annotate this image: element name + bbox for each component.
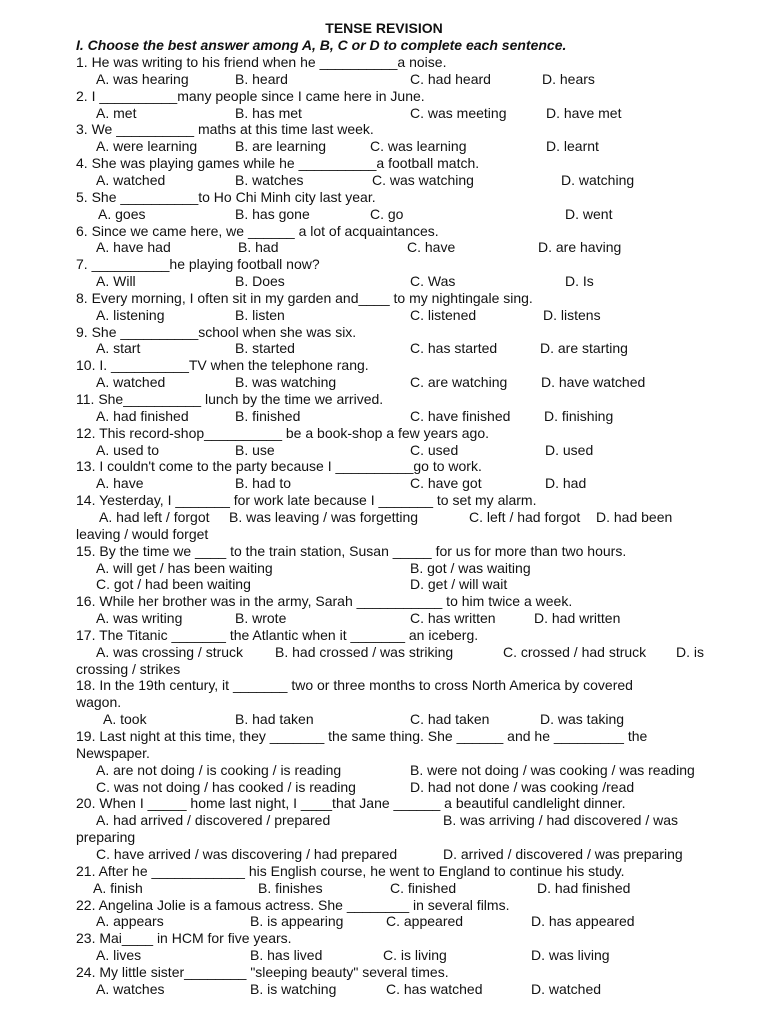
answer-option: A. lives	[96, 947, 142, 964]
answer-option: A. have	[96, 475, 144, 492]
answer-option: A. listening	[96, 306, 165, 323]
question-text: 6. Since we came here, we ______ a lot of acquaintances.	[76, 222, 439, 239]
page-title: TENSE REVISION	[325, 20, 443, 36]
question-text: 5. She __________to Ho Chi Minh city last year.	[76, 188, 376, 205]
answer-option: D. had finished	[537, 879, 631, 896]
answer-option: D. hears	[542, 70, 595, 87]
question-text: Newspaper.	[76, 744, 150, 761]
answer-option: C. listened	[410, 306, 477, 323]
answer-option: D. is	[676, 643, 704, 660]
answer-option: B. has lived	[250, 947, 323, 964]
answer-option: D. had been	[596, 508, 673, 525]
answer-option: A. had left / forgot	[99, 508, 210, 525]
answer-option: A. goes	[98, 205, 146, 222]
question-text: 18. In the 19th century, it _______ two or three months to cross North America by covered	[76, 677, 633, 694]
answer-option: B. got / was waiting	[410, 559, 531, 576]
answer-option: D. are starting	[540, 340, 628, 357]
question-text: 12. This record-shop__________ be a book-shop a few years ago.	[76, 424, 490, 441]
answer-option: C. has started	[410, 340, 498, 357]
question-text: 20. When I _____ home last night, I ____that Jane ______ a beautiful candlelight dinner.	[76, 795, 626, 812]
question-text: 16. While her brother was in the army, Sarah ___________ to him twice a week.	[76, 593, 573, 610]
answer-option: B. finishes	[258, 879, 323, 896]
question-text: 17. The Titanic _______ the Atlantic when it _______ an iceberg.	[76, 626, 479, 643]
answer-option: D. have met	[546, 104, 622, 121]
answer-option: C. had heard	[410, 70, 491, 87]
answer-option: A. was writing	[96, 610, 183, 627]
answer-option: B. had to	[235, 475, 292, 492]
question-text: 13. I couldn't come to the party because I __________go to work.	[76, 458, 482, 475]
question-text: 24. My little sister________ "sleeping beauty" several times.	[76, 963, 449, 980]
answer-option: D. was taking	[540, 711, 625, 728]
answer-option: C. go	[370, 205, 404, 222]
answer-option: D. have watched	[541, 374, 646, 391]
question-text: 21. After he ____________ his English course, he went to England to continue his study.	[76, 862, 625, 879]
answer-option: B. are learning	[235, 138, 327, 155]
answer-continuation: preparing	[76, 829, 136, 846]
question-text: wagon.	[76, 694, 122, 711]
answer-option: A. met	[96, 104, 137, 121]
answer-option: A. had finished	[96, 407, 189, 424]
answer-option: B. finished	[235, 407, 301, 424]
answer-option: A. Will	[96, 273, 136, 290]
answer-option: B. had crossed / was striking	[275, 643, 454, 660]
answer-option: C. has written	[410, 610, 496, 627]
answer-option: C. was watching	[372, 171, 474, 188]
answer-option: C. is living	[383, 947, 447, 964]
question-text: 9. She __________school when she was six.	[76, 323, 357, 340]
answer-option: D. watched	[531, 980, 602, 997]
answer-option: C. had taken	[410, 711, 490, 728]
answer-option: C. have	[407, 239, 456, 256]
answer-option: D. had not done / was cooking /read	[410, 778, 635, 795]
answer-option: B. started	[235, 340, 295, 357]
question-text: 3. We __________ maths at this time last week.	[76, 121, 374, 138]
answer-option: A. are not doing / is cooking / is reading	[96, 761, 342, 778]
answer-option: A. had arrived / discovered / prepared	[96, 812, 331, 829]
answer-option: D. watching	[561, 171, 635, 188]
answer-option: D. are having	[538, 239, 622, 256]
answer-option: B. had	[238, 239, 279, 256]
question-text: 1. He was writing to his friend when he __________a noise.	[76, 54, 447, 70]
answer-option: B. is watching	[250, 980, 337, 997]
answer-option: A. appears	[96, 913, 164, 930]
answer-option: D. has appeared	[531, 913, 635, 930]
question-text: 7. __________he playing football now?	[76, 256, 320, 273]
answer-option: D. had	[545, 475, 587, 492]
answer-option: A. were learning	[96, 138, 198, 155]
answer-option: D. arrived / discovered / was preparing	[443, 845, 683, 862]
answer-option: A. have had	[96, 239, 171, 256]
answer-option: C. Was	[410, 273, 456, 290]
answer-continuation: crossing / strikes	[76, 660, 181, 677]
question-text: 2. I __________many people since I came here in June.	[76, 87, 425, 104]
answer-option: A. start	[96, 340, 141, 357]
answer-option: D. get / will wait	[410, 576, 508, 593]
answer-option: C. got / had been waiting	[96, 576, 251, 593]
answer-option: B. was leaving / was forgetting	[229, 508, 419, 525]
question-text: 10. I. __________TV when the telephone rang.	[76, 357, 369, 374]
answer-option: B. has gone	[235, 205, 310, 222]
question-text: 15. By the time we ____ to the train station, Susan _____ for us for more than two hours.	[76, 542, 627, 559]
answer-option: C. has watched	[386, 980, 483, 997]
answer-option: B. were not doing / was cooking / was reading	[410, 761, 695, 778]
answer-option: A. took	[103, 711, 147, 728]
answer-option: A. watches	[96, 980, 165, 997]
question-text: 23. Mai____ in HCM for five years.	[76, 930, 292, 947]
answer-option: B. had taken	[235, 711, 314, 728]
question-text: 19. Last night at this time, they _______ the same thing. She ______ and he _________ the	[76, 728, 648, 744]
answer-option: B. has met	[235, 104, 302, 121]
answer-option: A. watched	[96, 374, 166, 391]
answer-option: A. was hearing	[96, 70, 189, 87]
answer-option: B. watches	[235, 171, 304, 188]
answer-continuation: leaving / would forget	[76, 525, 209, 542]
answer-option: C. finished	[390, 879, 457, 896]
answer-option: B. was arriving / had discovered / was	[443, 812, 678, 829]
answer-option: C. have finished	[410, 407, 511, 424]
answer-option: C. used	[410, 441, 459, 458]
answer-option: B. was watching	[235, 374, 337, 391]
answer-option: C. was meeting	[410, 104, 507, 121]
answer-option: D. went	[565, 205, 613, 222]
question-text: 11. She__________ lunch by the time we arrived.	[76, 391, 384, 407]
answer-option: D. finishing	[544, 407, 614, 424]
answer-option: C. have got	[410, 475, 482, 492]
answer-option: B. wrote	[235, 610, 287, 627]
answer-option: D. Is	[565, 273, 594, 290]
answer-option: B. Does	[235, 273, 285, 290]
answer-option: B. use	[235, 441, 275, 458]
question-text: 22. Angelina Jolie is a famous actress. She ________ in several films.	[76, 896, 510, 913]
answer-option: D. had written	[534, 610, 621, 627]
answer-option: A. was crossing / struck	[96, 643, 244, 660]
answer-option: D. used	[545, 441, 594, 458]
question-text: 8. Every morning, I often sit in my garden and____ to my nightingale sing.	[76, 289, 533, 306]
answer-option: C. crossed / had struck	[503, 643, 647, 660]
answer-option: A. watched	[96, 171, 166, 188]
answer-option: B. listen	[235, 306, 285, 323]
answer-option: D. learnt	[546, 138, 599, 155]
answer-option: C. have arrived / was discovering / had prepared	[96, 845, 398, 862]
question-text: 4. She was playing games while he __________a football match.	[76, 155, 480, 172]
answer-option: A. used to	[96, 441, 160, 458]
question-text: 14. Yesterday, I _______ for work late because I _______ to set my alarm.	[76, 492, 537, 509]
answer-option: B. heard	[235, 70, 288, 87]
answer-option: D. listens	[543, 306, 601, 323]
answer-option: C. was learning	[370, 138, 467, 155]
answer-option: C. left / had forgot	[469, 508, 581, 525]
answer-option: B. is appearing	[250, 913, 344, 930]
answer-option: D. was living	[531, 947, 610, 964]
answer-option: C. are watching	[410, 374, 508, 391]
answer-option: C. was not doing / has cooked / is reading	[96, 778, 356, 795]
instruction-text: I. Choose the best answer among A, B, C or D to complete each sentence.	[76, 37, 567, 53]
answer-option: A. finish	[93, 879, 143, 896]
answer-option: C. appeared	[386, 913, 464, 930]
answer-option: A. will get / has been waiting	[96, 559, 273, 576]
